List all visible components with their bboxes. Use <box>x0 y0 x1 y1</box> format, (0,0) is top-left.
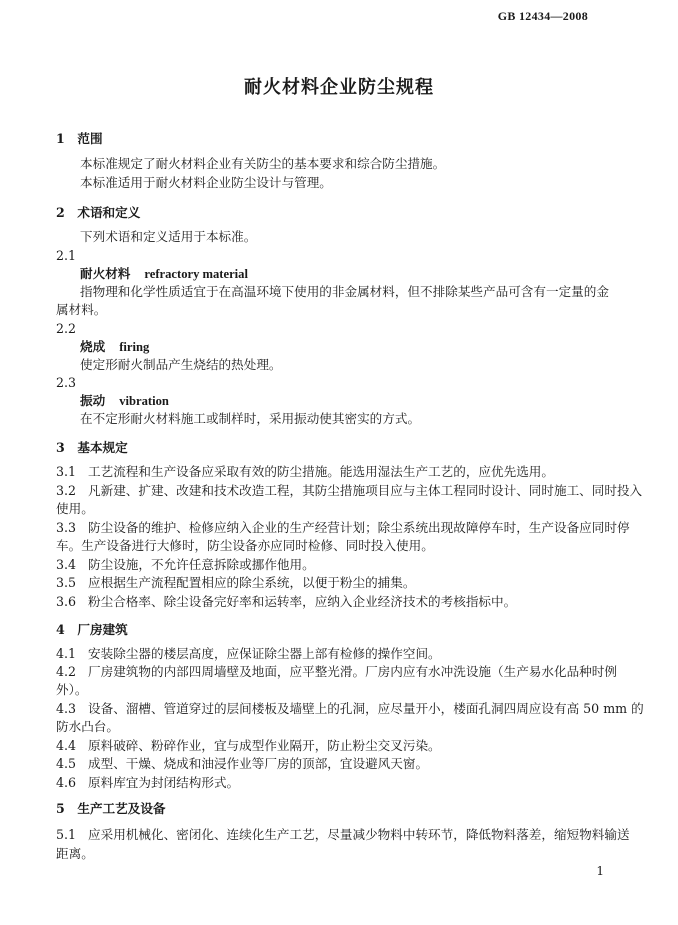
section-3-heading: 3 基本规定 <box>56 440 128 455</box>
clause-number: 4.4 <box>56 738 77 753</box>
clause <box>56 756 428 772</box>
section-5-heading: 5 生产工艺及设备 <box>56 801 166 816</box>
document-title: 耐火材料企业防尘规程 <box>244 77 434 98</box>
clause-text: 凡新建、扩建、改建和技术改造工程，其防尘措施项目应与主体工程同时设计、同时施工、同时投入 <box>88 483 643 498</box>
term-definition: 使定形耐火制品产生烧结的热处理。 <box>80 357 282 372</box>
section-2-intro: 下列术语和定义适用于本标准。 <box>80 229 257 244</box>
clause-continued: 外）。 <box>56 682 88 697</box>
clause-text: 粉尘合格率、除尘设备完好率和运转率，应纳入企业经济技术的考核指标中。 <box>88 594 517 609</box>
clause <box>56 464 554 480</box>
clause <box>56 646 441 662</box>
clause-continued: 使用。 <box>56 501 94 516</box>
section-2-heading: 2 术语和定义 <box>56 205 141 220</box>
term-definition: 在不定形耐火材料施工或制样时，采用振动使其密实的方式。 <box>80 411 421 426</box>
clause-number: 4.1 <box>56 646 77 661</box>
term-heading <box>80 393 169 409</box>
section-1-paragraph: 本标准规定了耐火材料企业有关防尘的基本要求和综合防尘措施。 <box>80 156 446 171</box>
term-heading <box>80 339 149 355</box>
term-english: refractory material <box>144 267 248 281</box>
clause-number: 4.3 <box>56 701 77 716</box>
clause <box>56 775 239 791</box>
clause <box>56 483 642 499</box>
clause-number: 4.5 <box>56 756 77 771</box>
clause-number: 3.4 <box>56 557 77 572</box>
page-number: 1 <box>596 864 604 878</box>
clause-text: 原料库宜为封闭结构形式。 <box>88 775 240 790</box>
clause <box>56 664 617 680</box>
clause-text: 设备、溜槽、管道穿过的层间楼板及墙壁上的孔洞，应尽量开小，楼面孔洞四周应设有高 50 mm 的 <box>88 701 644 716</box>
term-definition-continued: 属材料。 <box>56 302 107 317</box>
term-chinese: 振动 <box>80 393 106 408</box>
clause-continued: 防水凸台。 <box>56 719 119 734</box>
section-1-paragraph: 本标准适用于耐火材料企业防尘设计与管理。 <box>80 175 332 190</box>
clause-text: 成型、干燥、烧成和油浸作业等厂房的顶部，宜设避风天窗。 <box>88 756 429 771</box>
clause-number: 3.6 <box>56 594 77 609</box>
clause <box>56 557 315 573</box>
clause-continued: 距离。 <box>56 846 94 861</box>
clause <box>56 701 644 717</box>
clause-continued: 车。生产设备进行大修时，防尘设备亦应同时检修、同时投入使用。 <box>56 538 434 553</box>
clause-text: 安装除尘器的楼层高度，应保证除尘器上部有检修的操作空间。 <box>88 646 441 661</box>
clause-number: 3.3 <box>56 520 77 535</box>
term-english: firing <box>119 340 150 354</box>
term-chinese: 耐火材料 <box>80 266 131 281</box>
term-definition: 指物理和化学性质适宜于在高温环境下使用的非金属材料，但不排除某些产品可含有一定量的金 <box>80 284 609 299</box>
clause-text: 厂房建筑物的内部四周墙壁及地面，应平整光滑。厂房内应有水冲洗设施（生产易水化品种时例 <box>88 664 617 679</box>
clause <box>56 738 441 754</box>
clause-text: 应采用机械化、密闭化、连续化生产工艺，尽量减少物料中转环节，降低物料落差，缩短物料输送 <box>88 827 630 842</box>
clause-number: 3.5 <box>56 575 77 590</box>
clause <box>56 575 415 591</box>
term-number: 2.1 <box>56 248 77 263</box>
section-1-heading: 1 范围 <box>56 131 103 146</box>
term-number: 2.3 <box>56 375 77 390</box>
standard-code: GB 12434—2008 <box>497 9 588 23</box>
clause-text: 原料破碎、粉碎作业，宜与成型作业隔开，防止粉尘交叉污染。 <box>88 738 441 753</box>
section-4-heading: 4 厂房建筑 <box>56 622 128 637</box>
clause <box>56 827 630 843</box>
term-english: vibration <box>119 394 169 408</box>
clause-text: 防尘设施，不允许任意拆除或挪作他用。 <box>88 557 315 572</box>
clause <box>56 520 630 536</box>
term-number: 2.2 <box>56 321 77 336</box>
term-chinese: 烧成 <box>80 339 106 354</box>
clause-text: 防尘设备的维护、检修应纳入企业的生产经营计划；除尘系统出现故障停车时，生产设备应同时停 <box>88 520 630 535</box>
clause-number: 3.2 <box>56 483 77 498</box>
clause-number: 4.6 <box>56 775 77 790</box>
clause-number: 3.1 <box>56 464 77 479</box>
term-heading <box>80 266 248 282</box>
clause-number: 4.2 <box>56 664 77 679</box>
clause-text: 工艺流程和生产设备应采取有效的防尘措施。能选用湿法生产工艺的，应优先选用。 <box>88 464 554 479</box>
clause <box>56 594 516 610</box>
clause-number: 5.1 <box>56 827 77 842</box>
clause-text: 应根据生产流程配置相应的除尘系统，以便于粉尘的捕集。 <box>88 575 416 590</box>
